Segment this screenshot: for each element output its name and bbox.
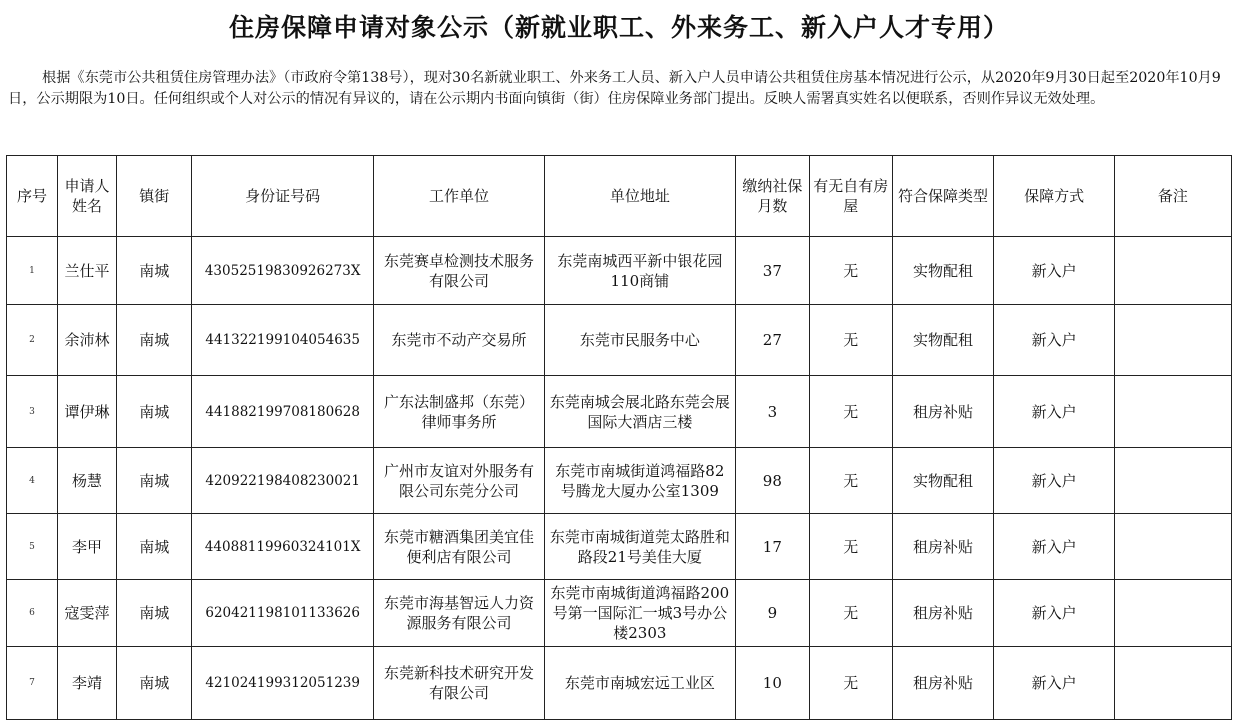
cell-note (1114, 448, 1231, 514)
cell-address: 东莞市南城街道鸿福路200号第一国际汇一城3号办公楼2303 (545, 580, 736, 647)
cell-note (1114, 580, 1231, 647)
cell-seq: 5 (7, 514, 58, 580)
cell-months: 37 (735, 237, 809, 305)
cell-mode: 新入户 (994, 237, 1114, 305)
cell-mode: 新入户 (994, 376, 1114, 448)
table-row (7, 448, 1232, 514)
cell-note (1114, 376, 1231, 448)
cell-months: 9 (735, 580, 809, 647)
cell-mode: 新入户 (994, 647, 1114, 720)
cell-months: 27 (735, 305, 809, 376)
cell-seq: 2 (7, 305, 58, 376)
cell-house: 无 (810, 376, 893, 448)
cell-name: 杨慧 (57, 448, 116, 514)
cell-type: 实物配租 (892, 448, 994, 514)
header-town: 镇街 (117, 156, 192, 237)
table-header-row (7, 156, 1232, 237)
cell-house: 无 (810, 647, 893, 720)
cell-town: 南城 (117, 237, 192, 305)
table-row (7, 237, 1232, 305)
cell-name: 李甲 (57, 514, 116, 580)
cell-employer: 东莞市海基智远人力资源服务有限公司 (373, 580, 544, 647)
cell-employer: 东莞新科技术研究开发有限公司 (373, 647, 544, 720)
cell-employer: 东莞市糖酒集团美宜佳便利店有限公司 (373, 514, 544, 580)
cell-mode: 新入户 (994, 305, 1114, 376)
table-row (7, 376, 1232, 448)
cell-house: 无 (810, 237, 893, 305)
cell-note (1114, 237, 1231, 305)
cell-town: 南城 (117, 580, 192, 647)
cell-seq: 6 (7, 580, 58, 647)
cell-town: 南城 (117, 448, 192, 514)
cell-address: 东莞市民服务中心 (545, 305, 736, 376)
header-mode: 保障方式 (994, 156, 1114, 237)
cell-house: 无 (810, 514, 893, 580)
cell-type: 租房补贴 (892, 376, 994, 448)
cell-id: 44088119960324101X (192, 514, 373, 580)
cell-mode: 新入户 (994, 580, 1114, 647)
cell-id: 441882199708180628 (192, 376, 373, 448)
cell-type: 实物配租 (892, 237, 994, 305)
intro-paragraph: 根据《东莞市公共租赁住房管理办法》（市政府令第138号），现对30名新就业职工、外来务工人员、新入户人员申请公共租赁住房基本情况进行公示，从2020年9月30日起至2020年10月9日，公示期限为10日。任何组织或个人对公示的情况有异议的，请在公示期内书面向镇街（街）住房保障业务部门提出。反映人需署真实姓名以便联系，否则作异议无效处理。 (8, 70, 1221, 107)
cell-address: 东莞市南城街道莞太路胜和路段21号美佳大厦 (545, 514, 736, 580)
cell-address: 东莞市南城街道鸿福路82号腾龙大厦办公室1309 (545, 448, 736, 514)
applicant-table (6, 155, 1232, 720)
cell-address: 东莞南城会展北路东莞会展国际大酒店三楼 (545, 376, 736, 448)
cell-house: 无 (810, 305, 893, 376)
table-row (7, 305, 1232, 376)
cell-note (1114, 647, 1231, 720)
cell-note (1114, 305, 1231, 376)
cell-note (1114, 514, 1231, 580)
table-row (7, 647, 1232, 720)
cell-name: 寇雯萍 (57, 580, 116, 647)
header-id: 身份证号码 (192, 156, 373, 237)
cell-mode: 新入户 (994, 514, 1114, 580)
cell-employer: 广州市友谊对外服务有限公司东莞分公司 (373, 448, 544, 514)
cell-name: 谭伊琳 (57, 376, 116, 448)
table-body (7, 237, 1232, 720)
cell-id: 43052519830926273X (192, 237, 373, 305)
cell-town: 南城 (117, 514, 192, 580)
cell-town: 南城 (117, 305, 192, 376)
header-note: 备注 (1114, 156, 1231, 237)
header-name: 申请人姓名 (57, 156, 116, 237)
cell-type: 实物配租 (892, 305, 994, 376)
cell-id: 441322199104054635 (192, 305, 373, 376)
cell-type: 租房补贴 (892, 647, 994, 720)
header-employer: 工作单位 (373, 156, 544, 237)
cell-address: 东莞南城西平新中银花园110商铺 (545, 237, 736, 305)
cell-months: 10 (735, 647, 809, 720)
cell-seq: 7 (7, 647, 58, 720)
cell-town: 南城 (117, 376, 192, 448)
cell-name: 李靖 (57, 647, 116, 720)
cell-seq: 3 (7, 376, 58, 448)
cell-address: 东莞市南城宏远工业区 (545, 647, 736, 720)
page-title: 住房保障申请对象公示（新就业职工、外来务工、新入户人才专用） (228, 13, 1009, 42)
cell-months: 3 (735, 376, 809, 448)
cell-name: 兰仕平 (57, 237, 116, 305)
table-row (7, 580, 1232, 647)
cell-employer: 东莞市不动产交易所 (373, 305, 544, 376)
cell-type: 租房补贴 (892, 580, 994, 647)
cell-house: 无 (810, 448, 893, 514)
cell-months: 17 (735, 514, 809, 580)
cell-house: 无 (810, 580, 893, 647)
cell-seq: 4 (7, 448, 58, 514)
cell-town: 南城 (117, 647, 192, 720)
cell-employer: 广东法制盛邦（东莞）律师事务所 (373, 376, 544, 448)
cell-id: 420922198408230021 (192, 448, 373, 514)
cell-id: 620421198101133626 (192, 580, 373, 647)
header-address: 单位地址 (545, 156, 736, 237)
header-months: 缴纳社保月数 (735, 156, 809, 237)
cell-type: 租房补贴 (892, 514, 994, 580)
cell-name: 余沛林 (57, 305, 116, 376)
header-seq: 序号 (7, 156, 58, 237)
cell-employer: 东莞赛卓检测技术服务有限公司 (373, 237, 544, 305)
header-house: 有无自有房屋 (810, 156, 893, 237)
table-row (7, 514, 1232, 580)
header-type: 符合保障类型 (892, 156, 994, 237)
cell-mode: 新入户 (994, 448, 1114, 514)
cell-months: 98 (735, 448, 809, 514)
cell-id: 421024199312051239 (192, 647, 373, 720)
cell-seq: 1 (7, 237, 58, 305)
